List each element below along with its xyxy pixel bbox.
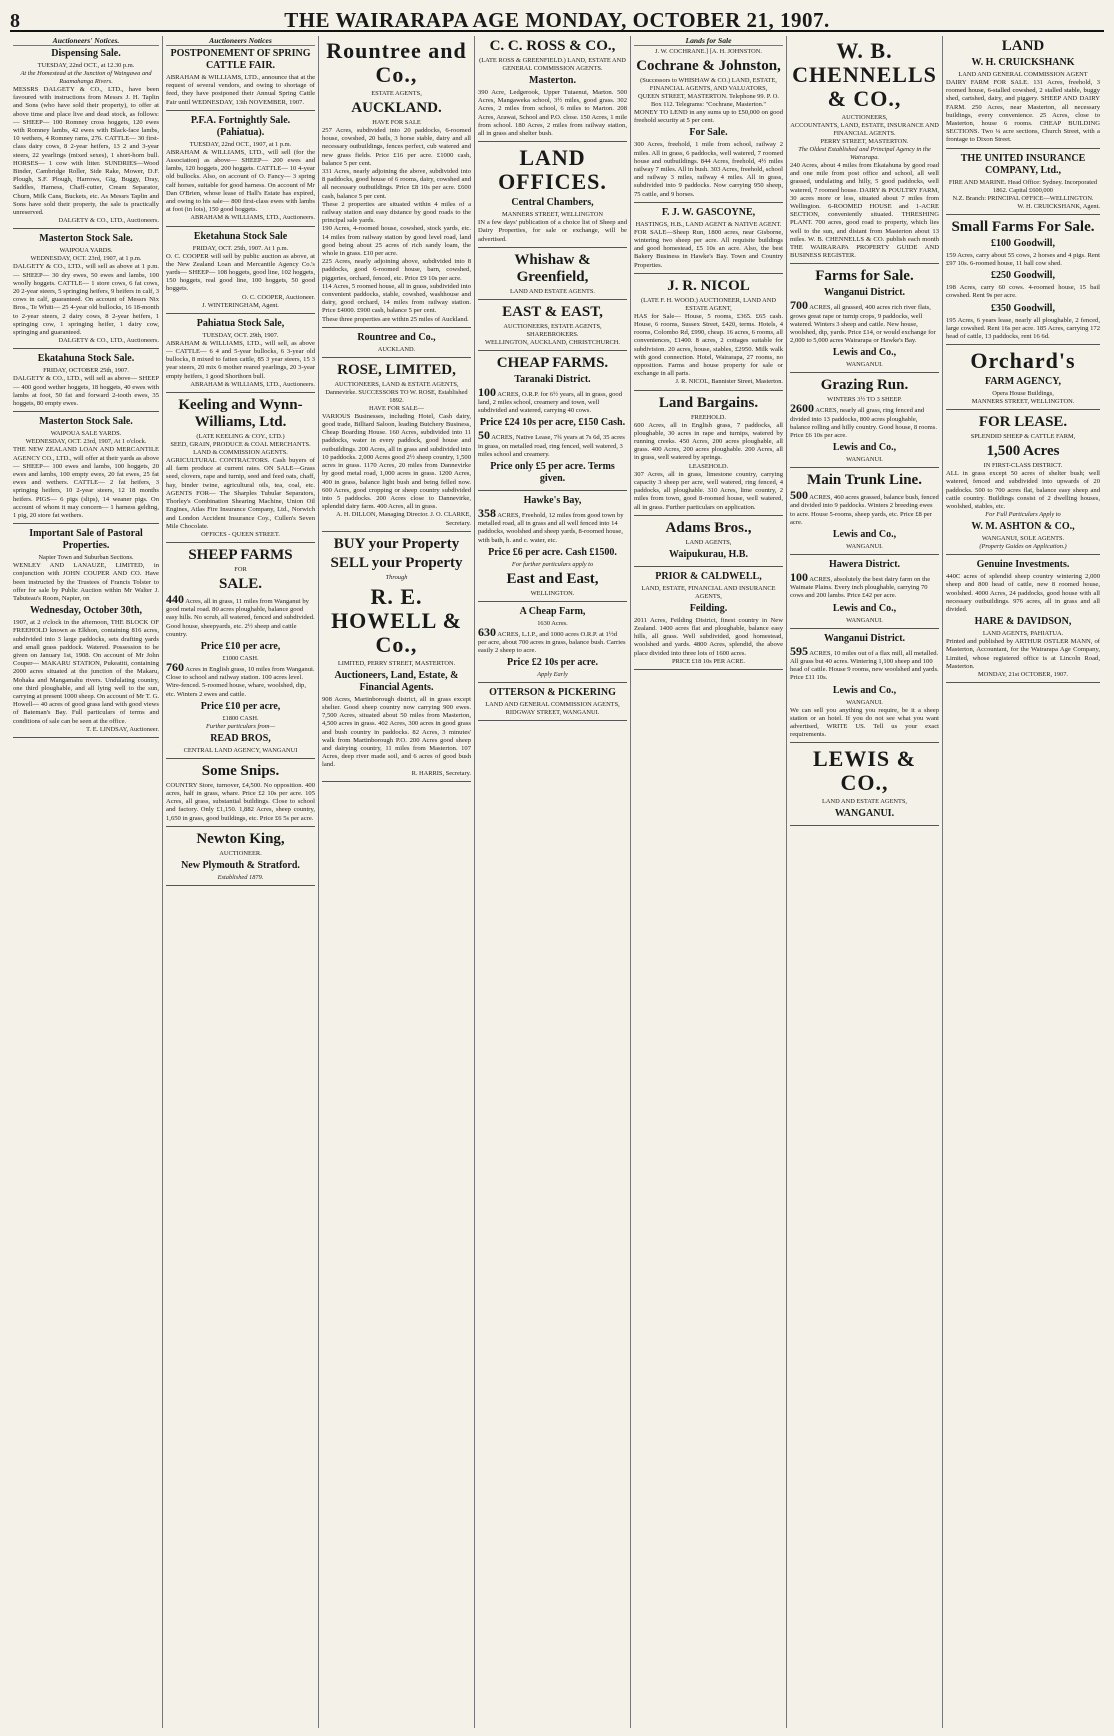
ad-body: 2011 Acres, Feilding District, finest country in New Zealand. 1400 acres flat and ploughable, balance easy hills, all grass. Well subdivided, good homestead, woolshed and yards. 4800 Acres, splendid, the above place divided into three lots of 1600 acres. (634, 616, 783, 657)
ad-city: WANGANUI. (834, 808, 895, 820)
ad-body: ABRAHAM & WILLIAMS, LTD., announce that at the request of several vendors, and owing to shortage of feed, they have postponed their Annual Spring Cattle Fair until WEDNESDAY, 13th NOVEMBER, 1907. (166, 74, 315, 106)
columns (10, 36, 1104, 1728)
ad-title: ROSE, LIMITED, (337, 361, 456, 378)
ad-body: AGRICULTURAL CONTRACTORS. Cash buyers of all farm produce at current rates. ON SALE—Grass seed, clovers, rape and turnip, seed and feed oats, chaff, hay, binder twine, agricultural oils, tea, coal, etc. AGENTS FOR— The Sharples Tubular Separators, Thorley's Combination Shearing Machine, Union Oil Engines, Atlas Fire Insurance Company, Ltd., Norwich and London Accident Insurance Coy., Cullen's Seven Mile Chocolate. (166, 457, 315, 530)
ad-title: Orchard's (970, 348, 1076, 374)
ad-title: Adams Bros., (665, 519, 752, 536)
ad-city: AUCKLAND. (377, 345, 416, 353)
ad-title: Important Sale of Pastoral Properties. (29, 528, 143, 552)
ad-title: P.F.A. Fortnightly Sale. (Pahiatua). (190, 114, 291, 138)
ad-body: ABRAHAM & WILLIAMS, LTD., will sell, as above— CATTLE— 6 4 and 5-year bullocks, 6 3-year old bullocks, 8 mixed to fatten cattle, 85 3 year steers, 15 3 year steers, 20 mix 6 mother reared yearlings, 20 3-year empty heifers, 1 good Shorthorn bull. (166, 339, 315, 380)
ad-city: WELLINGTON, AUCKLAND, CHRISTCHURCH. (485, 338, 620, 346)
ad-title: J. R. NICOL (667, 277, 750, 294)
column-1 (10, 36, 163, 1728)
ad-genuine-investments (946, 559, 1100, 683)
ad-city: WANGANUI. (846, 456, 883, 464)
ad-address: RIDGWAY STREET, WANGANUI. (505, 709, 600, 717)
ad-subtitle: (LATE KEELING & COY., LTD.) (196, 433, 285, 441)
lot-acres: 700 (790, 298, 808, 313)
ad-subtitle: LAND AND GENERAL COMMISSION AGENTS, (485, 701, 620, 709)
ad-eketahuna-stock-sale (166, 231, 315, 314)
lot-acres: 440 (166, 591, 184, 606)
ad-body: 908 Acres, Martinborough district, all in grass except shelter. Good sheep country now carrying 900 ewes. 7,500 Acres, situated about 50 miles from Masterton, 4,500 acres in grass. 402 Acres, 300 acres in good grass and bush country in paddocks. 82 Acres, 3 minutes' walk from Martinborough P.O. 200 Acres good sheep and dairying country, 11 miles from Masterton. 107 Acres, deep river made soil, and 6 acres of good bush land. (322, 695, 471, 769)
ad-land-bargains (634, 395, 783, 516)
ad-footer: Further particulars from— (206, 722, 275, 730)
lot-5: 114 Acres, 5 roomed house, all in grass, subdivided into convenient paddocks, stable, cowshed, washhouse and dairy, good orchard, 14 miles from railway station. Price £4000. £900 cash, balance 5 per cent. (322, 282, 471, 315)
ad-signature: T. E. LINDSAY, Auctioneer. (86, 725, 159, 733)
lot-3: 195 Acres, 6 years lease, nearly all ploughable, 2 fenced, large cowshed. Rent 16s per acre. 185 Acres, carrying 172 head of cattle, 13 paddocks, rent 16 6d. (946, 316, 1100, 341)
ad-rountree-2 (322, 332, 471, 358)
ad-signature: DALGETY & CO., LTD., Auctioneers. (58, 337, 159, 345)
ad-hawkes-bay (478, 495, 627, 602)
ad-date: WEDNESDAY, OCT. 23rd, 1907, At 1 o'clock. (25, 438, 147, 446)
ad-farms-for-sale (790, 268, 939, 373)
ad-firm: Lewis and Co., (832, 684, 897, 696)
ad-signature: ABRAHAM & WILLIAMS, LTD., Auctioneers. (190, 214, 315, 222)
ad-prior-caldwell (634, 571, 783, 670)
ad-body: HAS for Sale— House, 5 rooms, £365. £65 cash. House, 6 rooms, Sussex Street, £420, terms. Hotels, 4 rooms, Colombo Rd, £990, cheap. 16 acres, 6 rooms, all conveniences, £1400. 8 acres, 2 cottages suitable for subdivision. 20 acres, house, stables, £2950. Milk walk with good connection. Hotel, Wairarapa, 27 rooms, no opposition. Farms and house property for sale or exchange in all parts. (634, 312, 783, 378)
imprint: Printed and published by ARTHUR OSTLER MANN, of Masterton, Accountant, for the Wairarapa Age Company, Limited, whose registered office is at Lincoln Road, Masterton. (946, 638, 1100, 670)
ad-title: FOR LEASE. (978, 414, 1068, 431)
ad-cc-ross (478, 38, 627, 142)
ad-guide: (Property Guides on Application.) (979, 543, 1067, 551)
ad-city: WANGANUI. (846, 361, 883, 369)
ad-firm: East and East, (506, 570, 599, 587)
ad-apply: For Full Particulars Apply to (985, 511, 1061, 519)
lot-acres: 760 (166, 659, 184, 674)
ad-city: WANGANUI. (846, 543, 883, 551)
ad-subtitle: Wanganui District. (823, 287, 906, 299)
ad-ekatahuna-stock-sale (13, 353, 159, 412)
lot-2 (478, 428, 627, 459)
ad-title: Masterton Stock Sale. (39, 416, 133, 428)
ad-body: 600 Acres, all in English grass, 7 paddocks, all ploughable, 30 acres in rape and turnips, watered by running creeks. 450 Acres, 200 acres ploughable, all grass. 400 Acres, 200 acres ploughable. 200 Acres, all in grass, well watered by springs. (634, 421, 783, 462)
lot-1: 159 Acres, carry about 55 cows, 2 horses and 4 pigs. Rent £97 10s. 6-roomed house, 11 ball cow shed. (946, 251, 1100, 268)
column-7 (943, 36, 1103, 1728)
lot-1 (478, 624, 627, 656)
ad-for-sale: For Sale. (689, 127, 728, 139)
ad-chennells (790, 39, 939, 264)
ad-body: DALGETY & CO., LTD., will sell as above at 1 p.m.— SHEEP— 30 dry ewes, 50 ewes and lambs, 100 woolly hoggets. CATTLE— 1 store cows, 6 fat cows, 20 2-year steers, 5 springing heifers, 9 heifers in calf, 3 cows in calf, guaranteed. On account of Messrs Nix Bros., Te Whiti— 25 4-year old bullocks, 16 18-month to 2-year steers, 2 dairy cows, 8 2-year heifers, 1 springing cow, 1 springing heifer, 1 dairy cow, springing and guaranteed. (13, 263, 159, 337)
ad-city: Waipukurau, H.B. (669, 548, 748, 560)
ad-signature: A. H. DILLON, Managing Director. J. O. CLARKE, Secretary. (336, 511, 471, 527)
lot-1 (478, 384, 627, 416)
ad-body: 240 Acres, about 4 miles from Ekatahuna by good road and one mile from post office and school, all well grassed, undulating and hilly, 5 good paddocks, well watered, 7 roomed house. DAIRY & POULTRY FARM, 30 acres more or less, situated about 7 miles from Wellington. 6-ROOMED HOUSE and 1-ACRE SECTION, conveniently situated. THRESHING PLANT. 700 acres, good road to property, which lies well to the sun, and distant from Masterton about 13 miles. W. B. CHENNELLS & CO. publish each month THE WAIRARAPA PROPERTY GUIDE AND BUSINESS REGISTER. (790, 162, 939, 260)
ad-body: O. C. COOPER will sell by public auction as above, at the New Zealand Loan and Mercantile Agency Co.'s yards— SHEEP— 108 hoggets, good line, 102 hoggets, 150 hoggets, real good line, 100 hoggets, 50 good hoggets. (166, 252, 315, 293)
lot-cash: £1000 CASH. (222, 654, 259, 662)
lot-2: 331 Acres, nearly adjoining the above, subdivided into 8 paddocks, good house of 6 rooms, dairy, cowshed and all necessary outbuildings. Price £8 10s per acre. £600 cash, balance 5 per cent. (322, 168, 471, 200)
ad-subtitle: HASTINGS, H.B., LAND AGENT & NATIVE AGENT. (635, 220, 782, 228)
ad-title: Farms for Sale. (815, 268, 914, 285)
lot-acres: 100 (478, 384, 496, 399)
newspaper-title: THE WAIRARAPA AGE MONDAY, OCTOBER 21, 1907. (284, 8, 830, 32)
ad-subtitle: (LATE ROSS & GREENFIELD.) LAND, ESTATE AND GENERAL COMMISSION AGENTS. (479, 57, 626, 72)
ad-title-2: FARM AGENCY, (984, 376, 1062, 388)
ad-small-farms (946, 219, 1100, 345)
lot-cash: £1800 CASH. (222, 714, 259, 722)
lot-text: ACRES, 10 miles out of a flax mill, all metalled. All grass but 40 acres. Wintering 1,100 sheep and 100 head of cattle. House 9 rooms, new woolshed and yards. Price £11 10s. (790, 649, 939, 682)
ad-body: ABRAHAM & WILLIAMS, LTD., will sell (for the Association) as above— SHEEP— 200 ewes and lambs, 120 hoggets, 200 hoggets. CATTLE— 10 4-year old bullocks. Also, on account of O. Fancy— 3 spring calf horses, suitable for good harness. On account of Mr Dan O'Brien, whose lease of Hall's Estate has expired, and owing to his sale— 800 first-class ewes with lambs at foot (in lots), 150 good hoggets. (166, 148, 315, 214)
ad-firm: HARE & DAVIDSON, (974, 616, 1072, 628)
ad-subtitle: (Successors to WHISHAW & CO.) LAND, ESTATE, FINANCIAL AGENTS, AND VALUATORS, (640, 77, 777, 92)
ad-land-banner: LAND (1001, 38, 1045, 54)
lot-acres: 50 (478, 428, 490, 443)
ad-title: Cochrane & Johnston, (636, 58, 781, 74)
lot-text: ACRES, O.R.P. for 6½ years, all in grass, good land, 2 miles school, creamery and town, well subdivided and watered, carrying 40 cows. (478, 390, 623, 415)
ad-title: Hawke's Bay, (523, 495, 582, 507)
ad-firm: Lewis and Co., (832, 602, 897, 614)
lot-price: Price £2 10s per acre. (507, 657, 598, 669)
ad-title: Pahiatua Stock Sale, (196, 317, 285, 329)
ad-subtitle: LAND AND ESTATE AGENTS. (509, 287, 596, 295)
ad-signature: W. H. CRUICKSHANK, Agent. (1017, 202, 1100, 210)
ad-title: LEWIS & CO., (813, 746, 916, 796)
lot-4: 225 Acres, nearly adjoining above, subdivided into 8 paddocks, good 6-roomed house, barn, cowshed, piggeries, orchard, fenced, etc. Price £9 10s per acre. (322, 258, 471, 282)
ad-whishaw (478, 252, 627, 300)
ad-main-trunk-line (790, 472, 939, 555)
ad-city: WANGANUI. (846, 698, 883, 706)
lot-price: Price £10 per acre, (200, 700, 281, 712)
ad-title: OTTERSON & PICKERING (489, 687, 616, 699)
lot-1 (790, 401, 939, 440)
ad-cheap-farm (478, 606, 627, 684)
ad-firm: R. E. HOWELL & Co., (331, 583, 462, 657)
lot-1 (790, 570, 939, 601)
ad-title: Some Snips. (201, 762, 280, 779)
ad-wanganui-district (790, 633, 939, 744)
lot-text: ACRES, absolutely the best dairy farm on the Waimate Plains. Every inch ploughable, carrying 70 cows and 200 lambs. Price £42 per acre. (790, 576, 931, 600)
ad-body: THE NEW ZEALAND LOAN AND MERCANTILE AGENCY CO., LTD., will offer at their yards as above— SHEEP— 100 ewes and lambs, 100 hoggets, 20 ewes and lambs, 100 empty ewes, 20 fat ewes, 25 fat ewes and wethers. CATTLE— 2 fat heifers, 3 springing heifers, 10 2-year steers, 12 18 months heifers. PIGS— 6 pigs (slips), 14 weaner pigs. On account of whom it may concern— 1 harness gelding, 1 pig, 20 store fat wethers. (13, 446, 159, 519)
ad-subtitle: ESTATE AGENTS, (371, 90, 422, 97)
ad-rose-limited (322, 362, 471, 532)
ad-line: Auctioneers, Land, Estate, & Financial Agents. (334, 669, 459, 693)
ad-date: TUESDAY, OCT. 29th, 1907. (202, 331, 279, 339)
ad-city: WELLINGTON. (530, 589, 575, 597)
ad-apply: Apply Early (537, 671, 568, 679)
ad-firm: READ BROS, (210, 732, 271, 744)
ad-firm: W. M. ASHTON & CO., (971, 521, 1075, 533)
lot-price: Price £24 10s per acre, £150 Cash. (479, 417, 626, 429)
lot-acres: 595 (790, 643, 808, 658)
page-number: 8 (10, 10, 20, 32)
ad-city: WANGANUI. (846, 616, 883, 624)
ad-title: Small Farms For Sale. (951, 218, 1095, 235)
ad-subtitle: AUCTIONEERS, (841, 114, 888, 121)
ad-names: J. W. COCHRANE.] [A. H. JOHNSTON. (655, 48, 762, 55)
ad-title: Genuine Investments. (976, 559, 1070, 571)
ad-date: TUESDAY, 22nd OCT., at 12.30 p.m. (37, 62, 135, 69)
ad-line-2: LAND & COMMISSION AGENTS. (193, 449, 288, 457)
ad-signature: DALGETY & CO., LTD., Auctioneers. (58, 217, 159, 225)
ad-body-2: 307 Acres, all in grass, limestone country, carrying capacity 3 sheep per acre, well watered, ring fenced, 4 paddocks, all ploughable. 310 Acres, lime country, 2 miles from town, good 8-roomed house, well watered, all in grass. Further particulars on application. (634, 470, 783, 511)
ad-title: W. B. CHENNELLS & CO., (792, 38, 937, 111)
lot-price: Price £10 per acre, (200, 640, 281, 652)
ad-subtitle: Opera House Buildings, (992, 390, 1054, 398)
ad-for: FOR (234, 565, 247, 573)
ad-orchards (946, 349, 1100, 410)
column-4 (475, 36, 631, 1728)
ad-freehold: FREEHOLD. (691, 413, 726, 421)
column-6 (787, 36, 943, 1728)
ad-subtitle: FIRE AND MARINE. Head Office: Sydney. Incorporated 1862. Capital £600,000 (948, 178, 1098, 194)
ad-heading-3: £350 Goodwill, (991, 302, 1055, 314)
lot-3: 190 Acres, 4-roomed house, cowshed, stock yards, etc. 14 miles from railway station by good level road, land good being about 25 acres of rich sandy loam, the whole in grass. £10 per acre. (322, 225, 471, 258)
lot-text: ACRES, all grassed, 400 acres rich river flats, grows great rape or turnip crops, 9 paddocks, well watered. Winters 3 sheep and cattle. New house, woolshed, dip, yards. Price £14, or would exchange for 2,000 to 5,000 acres Wairarapa or Hawke's Bay. (790, 304, 936, 345)
ad-place: At the Homestead at the Junction of Waingawa and Ruamahanga Rivers. (20, 70, 152, 85)
ad-branch: N.Z. Branch: PRINCIPAL OFFICE—WELLINGTON. (952, 194, 1094, 202)
ad-title: EAST & EAST, (502, 303, 603, 320)
imprint-date: MONDAY, 21st OCTOBER, 1907. (977, 671, 1069, 679)
ad-firm: Lewis and Co., (832, 347, 897, 359)
ad-signature: R. HARRIS, Secretary. (411, 769, 471, 777)
ad-title: Eketahuna Stock Sale (193, 230, 288, 242)
ad-agent: J. WINTERINGHAM, Agent. (202, 301, 279, 309)
ad-cochrane (634, 48, 783, 203)
ad-body: 390 Acre, Ledgerook, Upper Tutaenui, Marton. 500 Acres, Mangaweka school, 3½ miles, good grass. 302 Acres, 2 miles from school, 6 miles to Marton. 208 Acres, Arawai, School and P.O. close. 150 Acres, 1 mile from school. 180 Acres, 2 miles from railway station, all in grass and shelter bush. (478, 89, 627, 138)
ad-title: A Cheap Farm, (519, 605, 586, 617)
ad-city: WANGANUI, SOLE AGENTS. (981, 535, 1065, 543)
ad-title: Ekatahuna Stock Sale. (37, 353, 135, 365)
ad-subtitle: (LATE F. H. WOOD.) AUCTIONEER, LAND AND ESTATE AGENT, (641, 296, 776, 312)
lot-1 (478, 506, 627, 545)
ad-postponement (166, 48, 315, 111)
ad-title: Land Bargains. (658, 394, 759, 411)
ad-line: SEED, GRAIN, PRODUCE & COAL MERCHANTS. (170, 441, 311, 449)
ad-title: BUY your Property (333, 535, 460, 552)
lot-acres: 100 (790, 570, 808, 585)
ad-subtitle: WINTERS 3½ TO 3 SHEEP. (827, 396, 902, 404)
ad-title: LAND OFFICES. (498, 145, 607, 195)
ad-line: New Plymouth & Stratford. (181, 859, 300, 871)
lot-1 (790, 488, 939, 527)
ad-through: Through (385, 573, 408, 581)
lot-2 (166, 659, 315, 699)
ad-subtitle: Taranaki District. (514, 373, 591, 385)
ad-city: Masterton. (529, 75, 576, 86)
ad-united-insurance (946, 153, 1100, 215)
ad-body: 440C acres of splendid sheep country wintering 2,000 sheep and 800 head of cattle, new 8 roomed house, woolshed. 4000 Acres, 24 paddocks, good house with all necessary outbuildings. 976 acres, all in grass and all divided. (946, 573, 1100, 614)
ad-body: 300 Acres, freehold, 1 mile from school, railway 2 miles. All in grass, 6 paddocks, well watered, 7 roomed house and outbuildings. 844 Acres, freehold, 4½ miles railway 7 miles. All in bush. 303 Acres, freehold, school and railway 3 miles, railway 4 miles. All in grass, subdivided into 9 paddocks. Now carrying 950 sheep, 75 cattle, and 9 horses. (634, 141, 783, 198)
ad-body: IN a few days' publication of a choice list of Sheep and Dairy Properties, for sale or exchange, will be advertised. (478, 219, 627, 243)
ad-firm-sub: CENTRAL LAND AGENCY, WANGANUI (183, 746, 298, 754)
ad-sheep-farms (166, 547, 315, 759)
ad-money: MONEY TO LEND in any sums up to £50,000 on good freehold security at 5 per cent. (634, 109, 783, 125)
ad-body: VARIOUS Businesses, including Hotel, Cash dairy, good trade, Billiard Saloon, leading Butchery Business, Cheap Boarding House. 160 Acres, subdivided into 11 paddocks, water in every paddock, good house and outbuildings. 200 Acres, all in grass and subdivided into 10 paddocks. 2,000 Acres good 2½ sheep country, 1,500 acres in grass. 1170 Acres, 20 miles from Dannevirke by good metal road, 1,000 acres in grass. 1200 Acres, 400 in grass, balance light bush and being felled now. 600 Acres, good cropping or sheep country subdivided into 5 paddocks. 200 Acres close to Dannevirke, splendid dairy farm. 400 Acres, all in grass. (322, 412, 471, 511)
ad-footer: OFFICES - QUEEN STREET. (201, 530, 280, 538)
lot-acres: 358 (478, 506, 496, 521)
ad-signature: O. C. COOPER, Auctioneer. (242, 293, 315, 301)
ad-title: Whishaw & Greenfield, (514, 251, 591, 285)
ad-body: ALL in grass except 50 acres of shelter bush; well watered, fenced and subdivided into upwards of 20 paddocks. 500 to 700 acres flat, balance easy sheep and cattle country. Buildings consist of 2 dwelling houses, woolshed, stables, etc. (946, 470, 1100, 511)
ad-masterton-stock-sale (13, 233, 159, 349)
ad-title: W. H. CRUICKSHANK (971, 57, 1075, 68)
ad-title: Hawera District. (828, 559, 901, 571)
ad-address: QUEEN STREET, MASTERTON. Telephone 99. P. O. Box 112. Telegrams: "Cochrane, Masterton." (638, 93, 779, 108)
ad-place: WAIPOUA SALE YARDS. (50, 430, 122, 438)
ad-signature: J. R. NICOL, Bannister Street, Masterton. (675, 378, 783, 386)
ad-body: DAIRY FARM FOR SALE. 131 Acres, freehold, 3 roomed house, 6-stalled cowshed, 2 stalled stable, buggy shed, cartshed, dairy, and piggery. SHEEP AND DAIRY FARM. 250 Acres, near Masterton, all necessary buildings, every convenience. 25 Acres, close to Masterton, house 6 rooms. CHEAP BUILDING SECTIONS. Two ¼ acre sections, Church Street, with a frontage to Dixon Street. (946, 79, 1100, 144)
ad-subtitle: SPLENDID SHEEP & CATTLE FARM, (970, 433, 1076, 441)
lot-2: 198 Acres, carry 60 cows. 4-roomed house, 15 bail cowshed. Rent 9s per acre. (946, 284, 1100, 300)
ad-body: DALGETY & CO., LTD., will sell as above— SHEEP— 400 good wether hoggets, 18 hoggets, 40 ewes with lambs at foot, 50 fat and forward 2-tooth ewes, 35 hoggets, 80 empty ewes. (13, 375, 159, 408)
ad-title: F. J. W. GASCOYNE, (661, 206, 756, 218)
lot-text: ACRES, 460 acres grassed, balance bush, fenced and divided into 9 paddocks. Winters 2 breeding ewes to acre. House 5-rooms, sheep yards, etc. Price £8 per acre. (790, 494, 939, 526)
column-5 (631, 36, 787, 1728)
ad-otterson (478, 687, 627, 721)
ad-note: These 2 properties are situated within 4 miles of a railway station and easy distance by good roads to the principal sale yards. (322, 200, 471, 225)
ad-address: MANNERS STREET, WELLINGTON (501, 211, 603, 219)
ad-subtitle: AUCTIONEERS, ESTATE AGENTS, SHAREBROKERS. (503, 322, 602, 338)
ad-title: Keeling and Wynn-Williams, Ltd. (178, 397, 303, 431)
ad-title: Main Trunk Line. (807, 472, 922, 489)
ad-subtitle: LAND AND GENERAL COMMISSION AGENT (958, 71, 1088, 78)
ad-body: WENLEY AND LANAUZE, LIMITED, in conjunction with JOHN COUPER AND CO. Have been instructed by the Trustees of Francis Tolster to offer for sale by Public Auction within Mr Walter J. Tabuteau's Room, Napier, on (13, 562, 159, 602)
ad-title: Newton King, (196, 830, 285, 847)
ad-some-snips (166, 763, 315, 827)
ad-place: WAIPOUA YARDS. (59, 247, 113, 255)
ad-gascoyne (634, 207, 783, 274)
lot-1 (790, 298, 939, 345)
ad-rountree (322, 39, 471, 328)
ad-title: SHEEP FARMS (188, 546, 293, 563)
ad-subtitle: AUCTIONEER. (219, 849, 262, 857)
lot-acres: 2600 (790, 401, 814, 416)
ad-title: Rountree and Co., (326, 38, 467, 87)
ad-address: MANNERS STREET, WELLINGTON. (971, 398, 1075, 406)
ad-leasehold: LEASEHOLD. (688, 462, 729, 470)
ad-established: The Oldest Established and Principal Agency in the Wairarapa. (798, 146, 931, 161)
lot-acres: 500 (790, 488, 808, 503)
ad-title: Wanganui District. (823, 632, 906, 644)
ad-cruickshank (946, 38, 1100, 149)
column-2 (163, 36, 319, 1728)
ad-subtitle: LIMITED, PERRY STREET, MASTERTON. (337, 659, 456, 667)
ad-city: AUCKLAND. (351, 100, 442, 116)
ad-body-2: 1907, at 2 o'clock in the afternoon, THE BLOCK OF FREEHOLD known as Elkhon, containing 816 acres, subdivided into 3 large paddocks, sets drafting yards and small grass paddock. Watered. Possession to be given on January 1st, 1908. On account of Mr John Couper— MAKARU STATION, Pukeatiti, containing 2000 acres situated at the junction of the Makaru, Mohaka and Mangamahu rivers. Undulating country, one third ploughable, and all lying well to the sun, carrying at present 1000 sheep. On account of Mr T. G. Howell— 40 acres of good grass land with good views of Bateman's Bay. Full particulars of terms and conditions of sale can be seen at the office. (13, 619, 159, 725)
ad-footer: For further particulars apply to (511, 560, 594, 568)
ad-acreage: 1,500 Acres (986, 443, 1060, 460)
ad-title: PRIOR & CALDWELL, (655, 570, 762, 582)
ad-pahiatua-stock-sale (166, 318, 315, 393)
ad-nicol (634, 278, 783, 391)
lot-text: ACRES, Freehold, 12 miles from good town by metalled road, all in grass and all well fenced into 14 paddocks, woolshed and sheep yards, 8-roomed house, with bath, h. and c. water, etc. (478, 512, 624, 544)
ad-intro: HAVE FOR SALE— (369, 404, 424, 412)
ad-firm: Lewis and Co., (832, 442, 897, 454)
ad-newton-king (166, 831, 315, 886)
ad-hawera-district (790, 559, 939, 629)
ad-footer: We can sell you anything you require, be it a sheep station or an hotel. If you do not see what you want advertised, WRITE US. Tell us your exact requirements. (790, 706, 939, 739)
ad-subtitle: LAND AGENTS, (685, 538, 732, 546)
ad-land-offices (478, 146, 627, 248)
lot-1 (790, 643, 939, 683)
ad-firm: Lewis and Co., (832, 529, 897, 541)
ad-title: Dispensing Sale. (51, 48, 121, 59)
column-3 (319, 36, 475, 1728)
ad-title: POSTPONEMENT OF SPRING CATTLE FAIR. (170, 48, 311, 71)
ad-pastoral-properties (13, 528, 159, 738)
ad-subtitle: LAND AGENTS, PAHIATUA. (982, 630, 1064, 638)
lot-text: Acres in English grass, 10 miles from Wanganui. Close to school and railway station. 100 acres level. Wire-fenced. 5-roomed house, whare, woolshed, dip, etc. Winters 2 ewes and cattle. (166, 665, 315, 698)
masthead (10, 8, 1104, 32)
ad-body: MESSRS DALGETY & CO., LTD., have been favoured with instructions from Messrs J. H. Taplin and Sons (who have sold their property), to offer at above time and place live and dead stock, as follows:— SHEEP— 100 Romney cross hoggets, 120 ewes with Romney lambs, 42 ewes with Black-face lambs, 10 wethers, 4 Romney rams, 276. CATTLE— 30 first-class dairy cows, 8 2-year heifers, 13 2 and 3-year steers, 22 yearlings (mixed sexes), 1 short-horn bull. HORSES— 1 cow with litter. SUNDRIES—Wood Binder, Cambridge Roller, Side Rake, Mower, D.F. Plough, S.F. Plough, Harrows, Gig, Buggy, Dray, Saddles, Harness, Chaff-cutter, Cream Separator, Churn, Milk Cans, Buckets, etc. As Messrs Taplin and Sons have sold their property, the sale is practically unreserved. (13, 86, 159, 217)
lot-price: Price £6 per acre. Cash £1500. (488, 546, 617, 558)
ad-city: Feilding. (689, 602, 728, 614)
ad-address: PERRY STREET, MASTERTON. (820, 138, 909, 145)
ad-body: FOR SALE—Sheep Run, 1800 acres, near Gisborne, wintering two sheep per acre. All requisite buildings and good homestead, £5 10s an acre. Also, the best Bakery Business in Hawke's Bay. Town and Country Properties. (634, 228, 783, 269)
lot-text: Acres, all in grass, 11 miles from Wanganui by good metal road. 80 acres ploughable, balance good easy hills. No scrub, all watered, fenced and subdivided. Good house, sheepyards, etc. 2½ sheep and cattle country. (166, 597, 315, 638)
ad-established: Established 1879. (217, 873, 264, 881)
column-header: Auctioneers' Notices. (13, 36, 159, 46)
ad-lewis (790, 747, 939, 826)
ad-body: COUNTRY Store, turnover, £4,500. No opposition. 400 acres, half in grass, whare. Price £2 10s per acre. 105 Acres, all grass, substantial buildings. Close to school and factory. Only £1,150. 1,882 Acres, sheep country, 1,650 in grass, good buildings, etc. Price £6 5s per acre. (166, 781, 315, 822)
lot-text: ACRES, Native Lease, 7¾ years at 7s 6d, 35 acres in grass, on metalled road, ring fenced, well watered, 3 miles school and creamery. (478, 434, 625, 458)
column-header: Auctioneers Notices (166, 36, 315, 46)
lot-1 (166, 591, 315, 639)
ad-howell (322, 536, 471, 782)
ad-subtitle: AUCTIONEERS, LAND & ESTATE AGENTS, Dannevirke. SUCCESSORS TO W. ROSE, Established 1892. (325, 380, 468, 404)
ad-heading-1: £100 Goodwill, (991, 237, 1055, 249)
ad-masterton-stock-sale-2 (13, 416, 159, 524)
ad-date: WEDNESDAY, OCT. 23rd, 1907, at 1 p.m. (30, 255, 142, 263)
ad-date: TUESDAY, 22nd OCT., 1907, at 1 p.m. (189, 140, 292, 148)
ad-subtitle: Napier Town and Suburban Sections. (38, 554, 134, 562)
column-header: Lands for Sale (634, 36, 783, 46)
ad-subtitle: LAND AND ESTATE AGENTS, (821, 798, 908, 806)
lot-acres: 630 (478, 624, 496, 639)
ad-heading-2: £250 Goodwill, (991, 270, 1055, 282)
lot-text: ACRES, L.I.P., and 1000 acres O.R.P. at 1½d per acre, about 700 acres in grass, balance bush. Carries easily 2 sheep to acre. (478, 630, 626, 655)
ad-subtitle: Central Chambers, (511, 197, 594, 209)
ad-note-2: These three properties are within 25 miles of Auckland. (322, 315, 469, 323)
lot-1: 257 Acres, subdivided into 20 paddocks, 6-roomed house, cowshed, 20 bails, 3 horse stable, dairy and all necessary outbuildings, fences perfect, cub watered and new grass fields. Price £16 per acre. £1000 cash, balance 5 per cent. (322, 127, 471, 167)
ad-date: FRIDAY, OCT. 25th, 1907. At 1 p.m. (192, 244, 289, 252)
lot-price: Price only £5 per acre. Terms given. (490, 461, 615, 485)
ad-intro: HAVE FOR SALE (372, 119, 421, 126)
ad-title: Rountree and Co., (357, 331, 436, 343)
ad-title: Grazing Run. (820, 377, 909, 394)
ad-price: PRICE £18 10s PER ACRE. (672, 657, 745, 665)
ad-title: THE UNITED INSURANCE COMPANY, Ltd., (960, 152, 1086, 176)
lot-text: ACRES, nearly all grass, ring fenced and divided into 13 paddocks, 800 acres ploughable, balance rolling and hilly country. Good house, 8 rooms. Price £6 10s per acre. (790, 407, 937, 440)
ad-date: Wednesday, October 30th, (29, 605, 143, 617)
ad-title: C. C. ROSS & CO., (489, 38, 616, 54)
ad-subtitle: LAND, ESTATE, FINANCIAL AND INSURANCE AGENTS, (641, 584, 776, 600)
ad-pfa-sale (166, 115, 315, 227)
ad-district: IN FIRST-CLASS DISTRICT. (983, 462, 1063, 470)
ad-date: FRIDAY, OCTOBER 25th, 1907. (43, 367, 129, 375)
ad-signature: ABRAHAM & WILLIAMS, LTD., Auctioneers. (190, 380, 315, 388)
ad-keeling (166, 397, 315, 543)
ad-cheap-farms (478, 355, 627, 491)
ad-title: CHEAP FARMS. (496, 354, 609, 371)
ad-subtitle: 1630 Acres. (537, 619, 568, 627)
ad-grazing-run (790, 377, 939, 468)
ad-title-2: SELL your Property (330, 554, 463, 571)
ad-line: ACCOUNTANTS, LAND, ESTATE, INSURANCE AND FINANCIAL AGENTS. (790, 122, 939, 137)
ad-east-east (478, 304, 627, 351)
ad-for-lease (946, 414, 1100, 555)
ad-sale: SALE. (219, 575, 262, 592)
ad-title: Masterton Stock Sale. (39, 233, 133, 245)
ad-dispensing-sale (13, 48, 159, 229)
ad-adams-bros (634, 520, 783, 567)
